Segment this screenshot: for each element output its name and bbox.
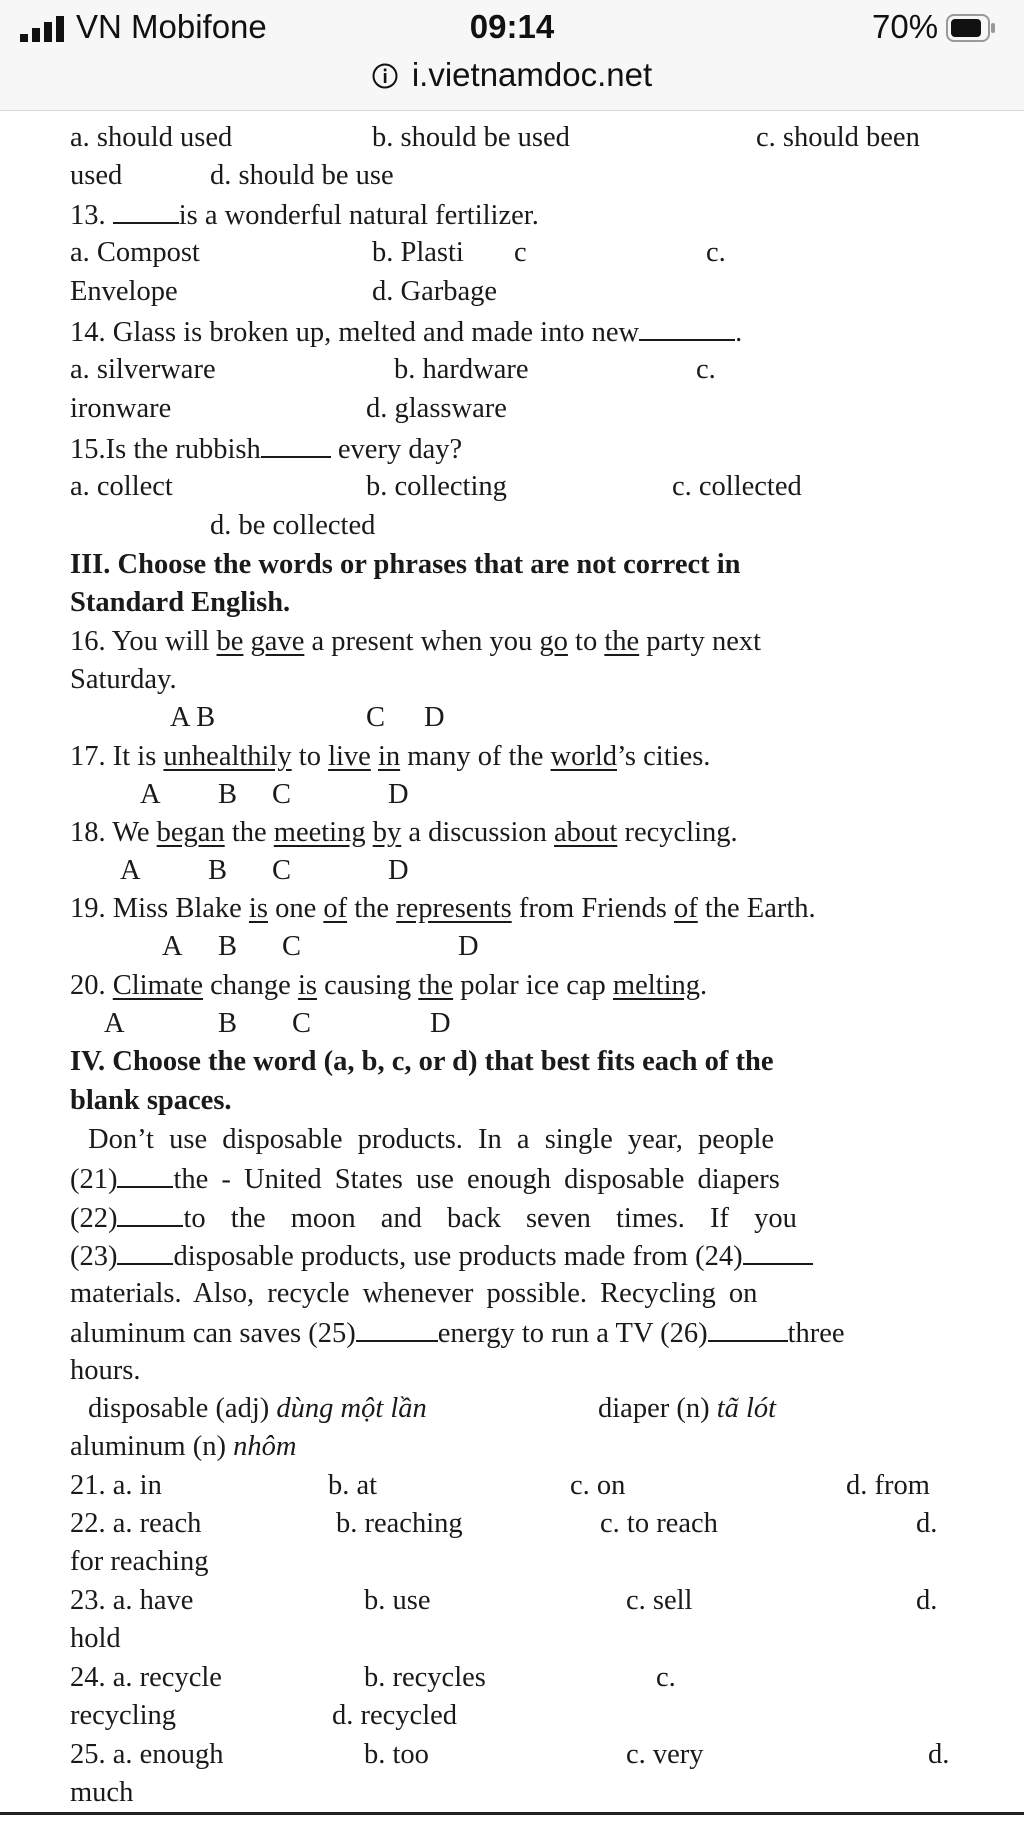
clock: 09:14 xyxy=(469,8,555,45)
q19-label-b: B xyxy=(218,931,238,962)
q24-option-d: d. recycled xyxy=(332,1700,458,1731)
q15-question: 15.Is the rubbish every day? xyxy=(70,434,463,465)
passage-line-7: hours. xyxy=(70,1355,141,1386)
q18-label-b: B xyxy=(208,855,228,886)
glossary-diaper: diaper (n) tã lót xyxy=(598,1393,777,1424)
passage-line-2: (21) the - United States use enough disposable diapers xyxy=(70,1164,780,1195)
q13-option-c-cont: Envelope xyxy=(70,276,178,307)
q25-option-b: b. too xyxy=(364,1739,429,1770)
q23-option-a: 23. a. have xyxy=(70,1585,194,1616)
q20-label-a: A xyxy=(104,1008,125,1039)
glossary-aluminum: aluminum (n) nhôm xyxy=(70,1431,297,1462)
q23-option-c: c. sell xyxy=(626,1585,693,1616)
q25-option-c: c. very xyxy=(626,1739,704,1770)
q23-option-d-cont: hold xyxy=(70,1623,121,1654)
q15-option-a: a. collect xyxy=(70,471,173,502)
q14-option-c-cont: ironware xyxy=(70,393,172,424)
passage-line-3: (22) to the moon and back seven times. If you xyxy=(70,1203,797,1234)
q14-option-b: b. hardware xyxy=(394,354,529,385)
q14-option-d: d. glassware xyxy=(366,393,507,424)
q24-option-c: c. xyxy=(656,1662,676,1693)
q13-option-b-tail: c xyxy=(514,237,527,268)
q22-option-a: 22. a. reach xyxy=(70,1508,202,1539)
q19-sentence: 19. Miss Blake is one of the represents from Friends of the Earth. xyxy=(70,893,816,924)
q16-label-ab: A B xyxy=(170,702,216,733)
q25-option-a: 25. a. enough xyxy=(70,1739,224,1770)
q20-label-d: D xyxy=(430,1008,451,1039)
passage-line-6: aluminum can saves (25) energy to run a TV (26) three xyxy=(70,1318,845,1349)
q14-option-c: c. xyxy=(696,354,716,385)
q20-sentence: 20. Climate change is causing the polar ice cap melting. xyxy=(70,970,708,1001)
q16-label-c: C xyxy=(366,702,386,733)
q17-label-c: C xyxy=(272,779,292,810)
q25-option-d: d. xyxy=(928,1739,950,1770)
q24-option-a: 24. a. recycle xyxy=(70,1662,222,1693)
carrier-name: VN Mobifone xyxy=(76,8,267,45)
q17-label-a: A xyxy=(140,779,161,810)
q21-option-a: 21. a. in xyxy=(70,1470,162,1501)
q13-question: 13. is a wonderful natural fertilizer. xyxy=(70,200,539,231)
section-3-heading-cont: Standard English. xyxy=(70,587,291,618)
q13-option-c: c. xyxy=(706,237,726,268)
q19-label-c: C xyxy=(282,931,302,962)
section-4-heading-cont: blank spaces. xyxy=(70,1085,232,1116)
q16-sentence-cont: Saturday. xyxy=(70,664,177,695)
q17-label-d: D xyxy=(388,779,409,810)
q21-option-d: d. from xyxy=(846,1470,930,1501)
section-3-heading: III. Choose the words or phrases that are not correct in xyxy=(70,549,741,580)
q13-option-b: b. Plasti xyxy=(372,237,464,268)
q13-option-d: d. Garbage xyxy=(372,276,498,307)
q20-label-c: C xyxy=(292,1008,312,1039)
passage-line-4: (23) disposable products, use products made from (24) xyxy=(70,1239,813,1274)
q25-option-d-cont: much xyxy=(70,1777,134,1808)
q17-sentence: 17. It is unhealthily to live in many of the world’s cities. xyxy=(70,741,711,772)
q15-option-d: d. be collected xyxy=(210,510,376,541)
q21-option-c: c. on xyxy=(570,1470,626,1501)
q16-sentence: 16. You will be gave a present when you go to the party next xyxy=(70,626,762,657)
q12-option-b: b. should be used xyxy=(372,122,570,153)
q12-option-c-cont: used xyxy=(70,160,123,191)
q22-option-d-cont: for reaching xyxy=(70,1546,209,1577)
q24-option-c-cont: recycling xyxy=(70,1700,177,1731)
url-text: i.vietnamdoc.net xyxy=(411,56,653,93)
passage-line-1: Don’t use disposable products. In a single year, people xyxy=(88,1124,775,1155)
q12-option-d: d. should be use xyxy=(210,160,394,191)
q17-label-b: B xyxy=(218,779,238,810)
q13-option-a: a. Compost xyxy=(70,237,200,268)
q16-label-d: D xyxy=(424,702,445,733)
passage-line-5: materials. Also, recycle whenever possible. Recycling on xyxy=(70,1278,758,1309)
q23-option-d: d. xyxy=(916,1585,938,1616)
q22-option-b: b. reaching xyxy=(336,1508,463,1539)
q20-label-b: B xyxy=(218,1008,238,1039)
page-cut-line xyxy=(0,1812,1024,1815)
q14-question: 14. Glass is broken up, melted and made into new . xyxy=(70,317,743,348)
q18-label-a: A xyxy=(120,855,141,886)
q22-option-c: c. to reach xyxy=(600,1508,718,1539)
q22-option-d: d. xyxy=(916,1508,938,1539)
battery-percent: 70% xyxy=(872,8,939,45)
section-4-heading: IV. Choose the word (a, b, c, or d) that best fits each of the xyxy=(70,1046,774,1077)
q24-option-b: b. recycles xyxy=(364,1662,486,1693)
q21-option-b: b. at xyxy=(328,1470,378,1501)
q12-option-c: c. should been xyxy=(756,122,920,153)
q15-option-c: c. collected xyxy=(672,471,802,502)
q15-option-b: b. collecting xyxy=(366,471,507,502)
q12-option-a: a. should used xyxy=(70,122,233,153)
q19-label-d: D xyxy=(458,931,479,962)
q14-option-a: a. silverware xyxy=(70,354,216,385)
q18-label-d: D xyxy=(388,855,409,886)
q23-option-b: b. use xyxy=(364,1585,431,1616)
glossary-disposable: disposable (adj) dùng một lần xyxy=(88,1393,427,1424)
q18-sentence: 18. We began the meeting by a discussion about recycling. xyxy=(70,817,738,848)
q18-label-c: C xyxy=(272,855,292,886)
q19-label-a: A xyxy=(162,931,183,962)
